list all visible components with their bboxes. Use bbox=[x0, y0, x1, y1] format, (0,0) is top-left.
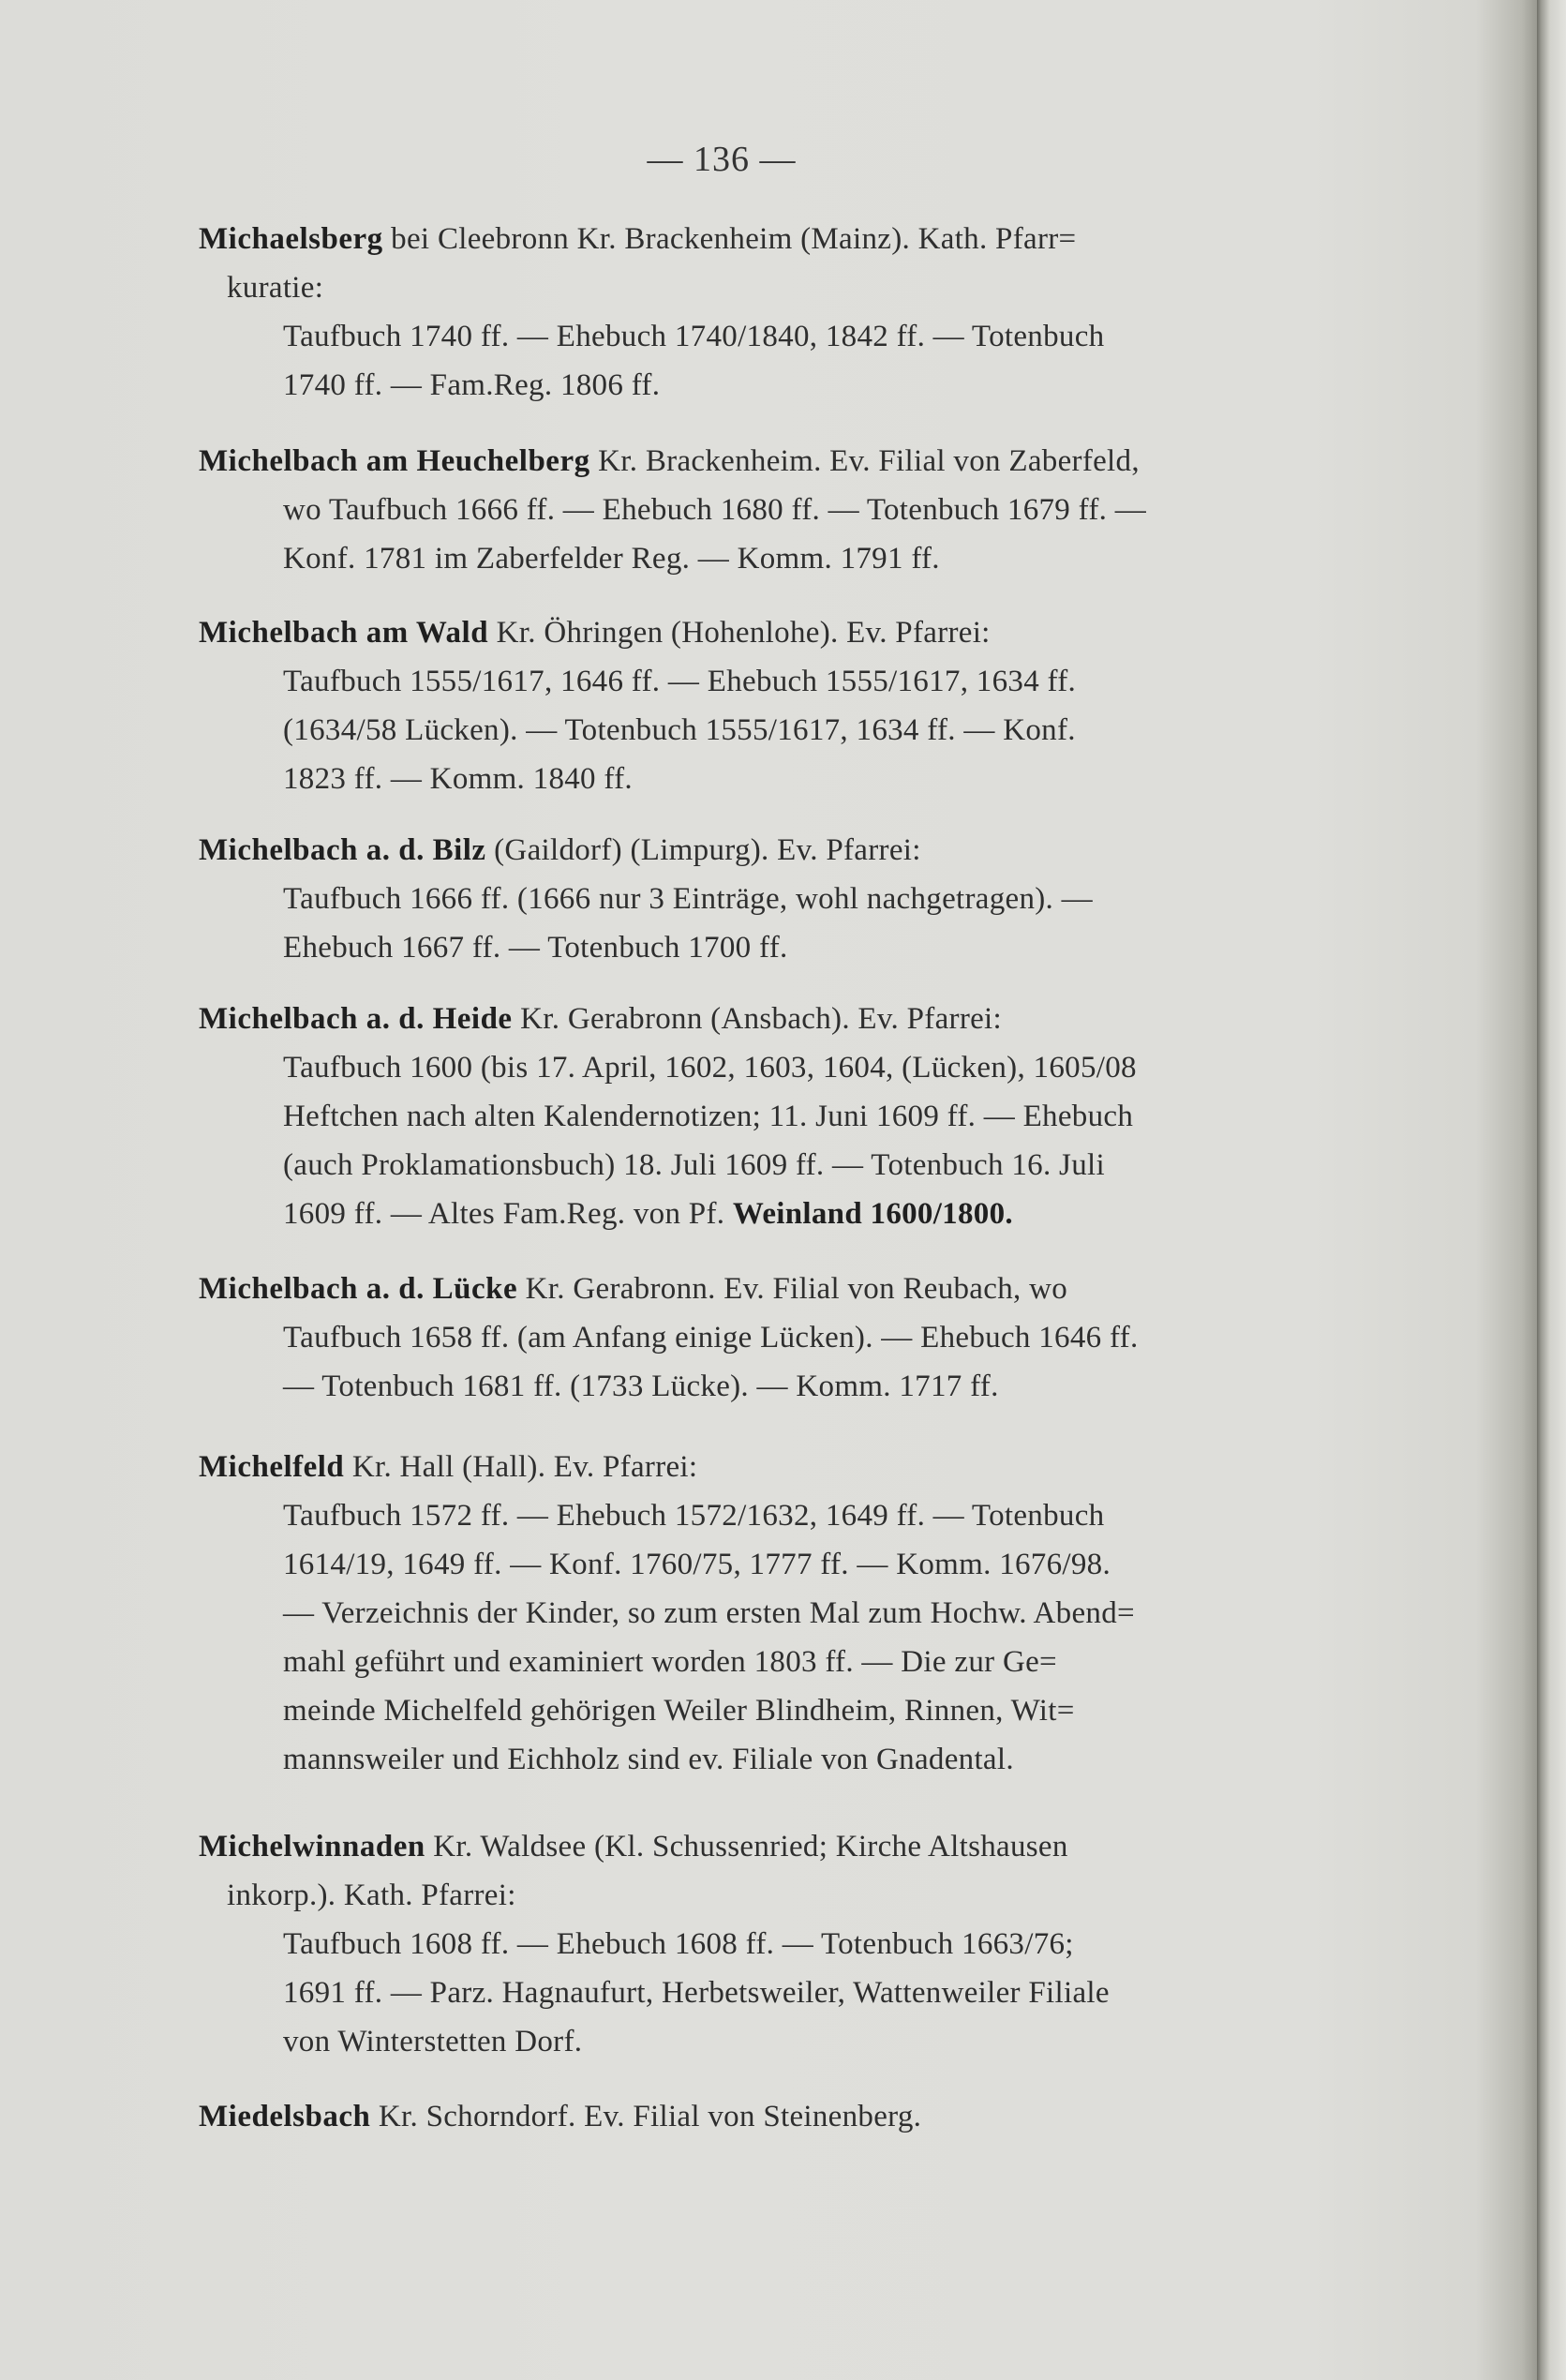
register-line: Taufbuch 1608 ff. — Ehebuch 1608 ff. — Totenbuch 1663/76; bbox=[283, 1927, 1074, 1961]
place-name: Michelfeld bbox=[199, 1450, 345, 1484]
register-line: 1740 ff. — Fam.Reg. 1806 ff. bbox=[283, 368, 661, 402]
register-line: meinde Michelfeld gehörigen Weiler Blindheim, Rinnen, Wit= bbox=[283, 1694, 1075, 1728]
register-line: — Totenbuch 1681 ff. (1733 Lücke). — Komm. 1717 ff. bbox=[283, 1370, 999, 1403]
place-name: Michaelsberg bbox=[199, 222, 383, 256]
place-name: Michelbach am Wald bbox=[199, 616, 489, 650]
entry-description: Kr. Hall (Hall). Ev. Pfarrei: bbox=[344, 1450, 698, 1484]
register-line: 1823 ff. — Komm. 1840 ff. bbox=[283, 762, 633, 796]
register-line: Heftchen nach alten Kalendernotizen; 11. Juni 1609 ff. — Ehebuch bbox=[283, 1100, 1134, 1133]
register-line: Taufbuch 1555/1617, 1646 ff. — Ehebuch 1555/1617, 1634 ff. bbox=[283, 665, 1077, 698]
entry-description: Kr. Brackenheim. Ev. Filial von Zaberfeld, bbox=[589, 444, 1140, 478]
register-line: — Verzeichnis der Kinder, so zum ersten Mal zum Hochw. Abend= bbox=[283, 1596, 1135, 1630]
book-spine-edge bbox=[1537, 0, 1566, 2380]
register-line: (1634/58 Lücken). — Totenbuch 1555/1617, 1634 ff. — Konf. bbox=[283, 713, 1076, 747]
register-line: von Winterstetten Dorf. bbox=[283, 2025, 583, 2058]
place-name: Michelwinnaden bbox=[199, 1830, 425, 1864]
register-line: wo Taufbuch 1666 ff. — Ehebuch 1680 ff. — Totenbuch 1679 ff. — bbox=[283, 493, 1147, 527]
register-line-text: 1609 ff. — Altes Fam.Reg. von Pf. bbox=[283, 1197, 733, 1231]
entry-description: Kr. Waldsee (Kl. Schussenried; Kirche Altshausen bbox=[425, 1830, 1068, 1864]
place-name: Michelbach am Heuchelberg bbox=[199, 444, 590, 478]
entry-description: Kr. Gerabronn. Ev. Filial von Reubach, wo bbox=[517, 1272, 1068, 1306]
register-line: Taufbuch 1572 ff. — Ehebuch 1572/1632, 1649 ff. — Totenbuch bbox=[283, 1499, 1105, 1533]
entry-heading bbox=[199, 1000, 1002, 1038]
register-line bbox=[283, 1195, 1013, 1233]
entry-heading bbox=[199, 1270, 1067, 1308]
entry-description: bei Cleebronn Kr. Brackenheim (Mainz). Kath. Pfarr= bbox=[382, 222, 1077, 256]
entry-description: Kr. Gerabronn (Ansbach). Ev. Pfarrei: bbox=[512, 1002, 1002, 1036]
entry-heading bbox=[199, 220, 1076, 258]
register-line-emphasis: Weinland 1600/1800. bbox=[732, 1197, 1013, 1231]
entry-description: (Gaildorf) (Limpurg). Ev. Pfarrei: bbox=[485, 833, 921, 867]
register-line: Taufbuch 1658 ff. (am Anfang einige Lücken). — Ehebuch 1646 ff. bbox=[283, 1321, 1139, 1355]
entry-heading bbox=[199, 442, 1140, 480]
register-line: mannsweiler und Eichholz sind ev. Filiale von Gnadental. bbox=[283, 1743, 1014, 1776]
place-name: Miedelsbach bbox=[199, 2100, 371, 2133]
entry-heading bbox=[199, 614, 991, 651]
entry-heading bbox=[199, 831, 921, 869]
register-line: Ehebuch 1667 ff. — Totenbuch 1700 ff. bbox=[283, 931, 788, 965]
page-number: — 136 — bbox=[647, 140, 797, 179]
place-name: Michelbach a. d. Bilz bbox=[199, 833, 486, 867]
entry-heading bbox=[199, 2098, 921, 2135]
register-line: 1691 ff. — Parz. Hagnaufurt, Herbetsweiler, Wattenweiler Filiale bbox=[283, 1976, 1110, 2010]
entry-heading bbox=[199, 1828, 1068, 1865]
entry-description: Kr. Öhringen (Hohenlohe). Ev. Pfarrei: bbox=[488, 616, 991, 650]
register-line: mahl geführt und examiniert worden 1803 ff. — Die zur Ge= bbox=[283, 1645, 1057, 1679]
register-line: 1614/19, 1649 ff. — Konf. 1760/75, 1777 ff. — Komm. 1676/98. bbox=[283, 1548, 1111, 1581]
register-line: Taufbuch 1666 ff. (1666 nur 3 Einträge, wohl nachgetragen). — bbox=[283, 882, 1093, 916]
entry-description: Kr. Schorndorf. Ev. Filial von Steinenberg. bbox=[370, 2100, 922, 2133]
register-line: Konf. 1781 im Zaberfelder Reg. — Komm. 1791 ff. bbox=[283, 542, 940, 576]
register-line: (auch Proklamationsbuch) 18. Juli 1609 ff. — Totenbuch 16. Juli bbox=[283, 1148, 1105, 1182]
entry-heading bbox=[199, 1448, 697, 1486]
place-name: Michelbach a. d. Lücke bbox=[199, 1272, 518, 1306]
register-line: Taufbuch 1600 (bis 17. April, 1602, 1603, 1604, (Lücken), 1605/08 bbox=[283, 1051, 1137, 1085]
entry-heading-continuation: kuratie: bbox=[227, 271, 324, 305]
entry-heading-continuation: inkorp.). Kath. Pfarrei: bbox=[227, 1879, 516, 1912]
place-name: Michelbach a. d. Heide bbox=[199, 1002, 513, 1036]
register-line: Taufbuch 1740 ff. — Ehebuch 1740/1840, 1842 ff. — Totenbuch bbox=[283, 320, 1105, 353]
